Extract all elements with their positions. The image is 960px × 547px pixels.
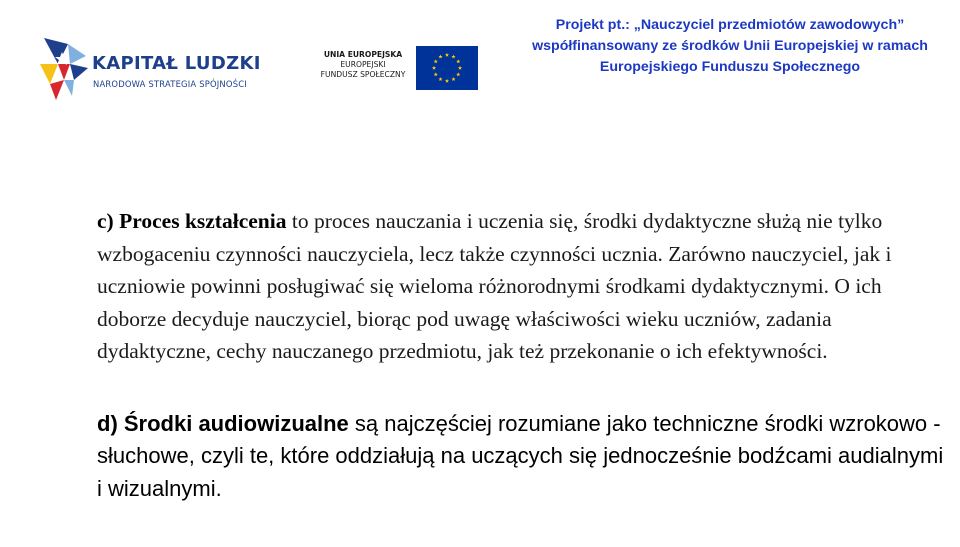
main-content: [97, 205, 947, 505]
paragraph-d-heading: d) Środki audiowizualne: [97, 410, 349, 436]
project-cofinancing: współfinansowany ze środków Unii Europejskiej w ramach: [532, 38, 928, 54]
kapital-ludzki-title: KAPITAŁ LUDZKI: [92, 53, 261, 74]
paragraph-d: [97, 408, 947, 506]
eu-efs-label: [318, 50, 408, 80]
kapital-ludzki-subtitle: NARODOWA STRATEGIA SPÓJNOŚCI: [93, 79, 247, 89]
eu-label-line2: EUROPEJSKI: [340, 60, 386, 69]
paragraph-c-heading: c) Proces kształcenia: [97, 209, 287, 233]
paragraph-c-body: to proces nauczania i uczenia się, środki dydaktyczne służą nie tylko wzbogaceniu czynności nauczyciela, lecz także czynności ucznia. Zarówno nauczyciel, jak i uczniowie powinni posługiwać się wieloma różnorodnymi środkami dydaktycznymi. O ich doborze decyduje nauczyciel, biorąc pod uwagę właściwości wieku uczniów, zadania dydaktyczne, cechy nauczanego przedmiotu, jak też przekonanie o ich efektywności.: [97, 209, 892, 364]
kapital-ludzki-logo: [34, 34, 261, 104]
project-fund: Europejskiego Funduszu Społecznego: [599, 59, 861, 75]
paragraph-c: [97, 205, 947, 368]
page-header: [0, 0, 960, 130]
eu-flag-icon: [416, 46, 478, 90]
eu-efs-logo: [318, 42, 488, 94]
project-info: [510, 15, 950, 78]
paragraph-d-body: są najczęściej rozumiane jako techniczne środki wzrokowo - słuchowe, czyli te, które oddziałują na uczących się jednocześnie bodźcami audialnymi i wizualnymi.: [97, 410, 944, 501]
eu-label-line1: UNIA EUROPEJSKA: [323, 50, 403, 59]
kapital-ludzki-star-icon: [34, 34, 96, 102]
eu-label-line3: FUNDUSZ SPOŁECZNY: [320, 70, 406, 79]
project-title: Projekt pt.: „Nauczyciel przedmiotów zawodowych”: [555, 17, 905, 33]
